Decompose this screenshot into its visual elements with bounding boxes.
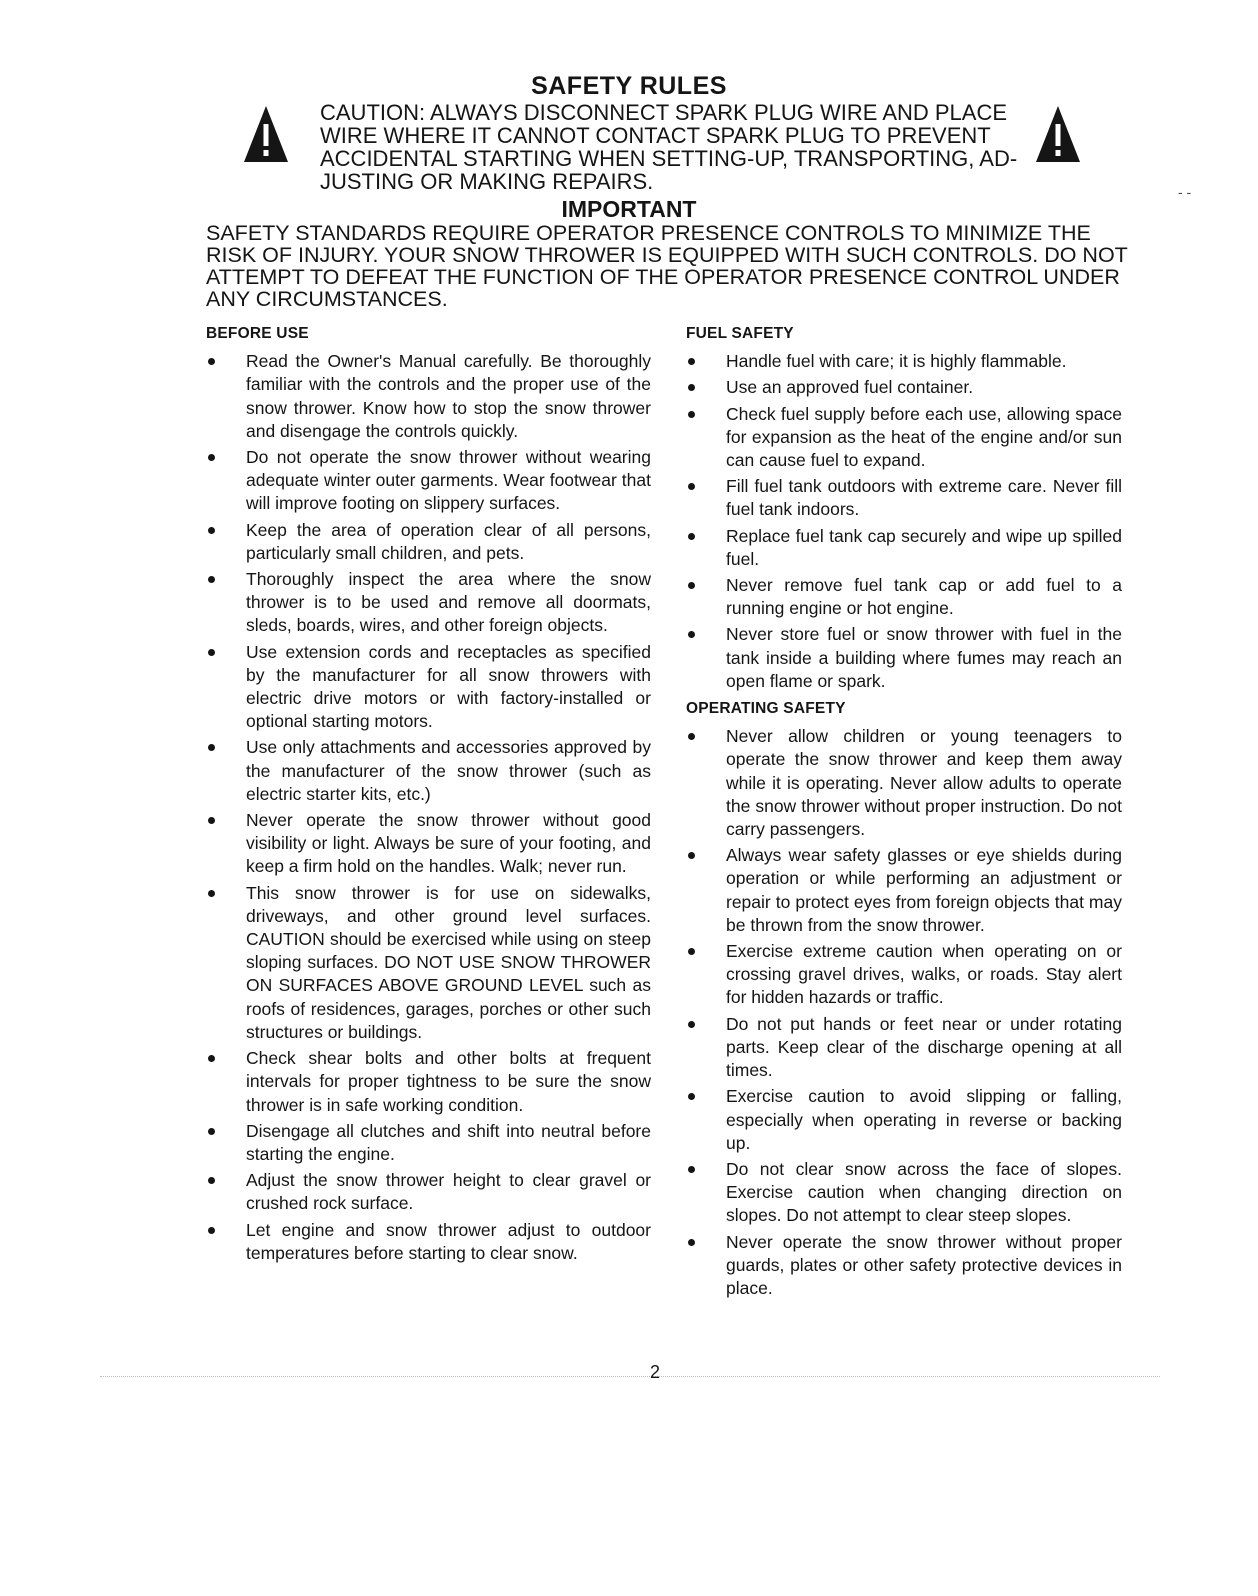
page-title: SAFETY RULES <box>531 72 727 100</box>
bullet-icon <box>688 358 695 365</box>
list-item: Do not clear snow across the face of slopes. Exercise caution when changing direction on slopes. Do not attempt to clear steep slopes. <box>686 1158 1122 1228</box>
bullet-icon <box>208 1055 215 1062</box>
page-number: 2 <box>650 1362 661 1382</box>
fuel-safety-heading: FUEL SAFETY <box>686 325 794 342</box>
bullet-icon <box>688 533 695 540</box>
bullet-icon <box>688 1021 695 1028</box>
list-item: Never remove fuel tank cap or add fuel to a running engine or hot engine. <box>686 574 1122 620</box>
caution-line: CAUTION: ALWAYS DISCONNECT SPARK PLUG WIRE AND PLACE <box>320 100 1008 125</box>
bullet-icon <box>688 948 695 955</box>
list-item: Always wear safety glasses or eye shields during operation or while performing an adjustment or repair to protect eyes from foreign objects that may be thrown from the snow thrower. <box>686 844 1122 937</box>
list-item: Never operate the snow thrower without proper guards, plates or other safety protective devices in place. <box>686 1231 1122 1301</box>
bullet-icon <box>688 384 695 391</box>
important-heading: IMPORTANT <box>561 196 697 222</box>
bullet-icon <box>208 744 215 751</box>
important-notice <box>206 222 1126 310</box>
bullet-icon <box>208 358 215 365</box>
bullet-icon <box>208 454 215 461</box>
warning-triangle-icon <box>1034 104 1082 164</box>
warning-triangle-icon <box>242 104 290 164</box>
caution-line: JUSTING OR MAKING REPAIRS. <box>320 169 654 194</box>
caution-notice <box>320 101 1020 193</box>
list-item: Handle fuel with care; it is highly flammable. <box>686 350 1122 373</box>
operating-safety-list <box>686 725 1122 1300</box>
list-item: Exercise caution to avoid slipping or falling, especially when operating in reverse or backing up. <box>686 1085 1122 1155</box>
list-item: Do not operate the snow thrower without wearing adequate winter outer garments. Wear footwear that will improve footing on slippery surfaces. <box>206 446 651 516</box>
caution-line: ACCIDENTAL STARTING WHEN SETTING-UP, TRANSPORTING, AD- <box>320 146 1018 171</box>
list-item: Never operate the snow thrower without good visibility or light. Always be sure of your footing, and keep a firm hold on the handles. Walk; never run. <box>206 809 651 879</box>
list-item: Adjust the snow thrower height to clear gravel or crushed rock surface. <box>206 1169 651 1215</box>
before-use-heading: BEFORE USE <box>206 325 309 342</box>
right-column <box>686 322 1122 1303</box>
list-item: Never allow children or young teenagers to operate the snow thrower and keep them away while it is operating. Never allow adults to operate the snow thrower without proper instruction. Do not carry passengers. <box>686 725 1122 841</box>
scan-mark: - - <box>1178 184 1192 200</box>
important-line: ANY CIRCUMSTANCES. <box>206 287 448 311</box>
bullet-icon <box>208 1227 215 1234</box>
list-item: Check shear bolts and other bolts at frequent intervals for proper tightness to be sure the snow thrower is in safe working condition. <box>206 1047 651 1117</box>
bullet-icon <box>208 527 215 534</box>
fuel-safety-list <box>686 350 1122 693</box>
important-line: SAFETY STANDARDS REQUIRE OPERATOR PRESENCE CONTROLS TO MINIMIZE THE <box>206 221 1091 245</box>
bullet-icon <box>688 411 695 418</box>
bullet-icon <box>688 582 695 589</box>
list-item: Thoroughly inspect the area where the snow thrower is to be used and remove all doormats, sleds, boards, wires, and other foreign objects. <box>206 568 651 638</box>
list-item: Use extension cords and receptacles as specified by the manufacturer for all snow throwers with electric drive motors or with factory-installed or optional starting motors. <box>206 641 651 734</box>
list-item: This snow thrower is for use on sidewalks, driveways, and other ground level surfaces. CAUTION should be exercised while using on steep sloping surfaces. DO NOT USE SNOW THROWER ON SURFACES ABOVE GROUND LEVEL such as roofs of residences, garages, porches or other such structures or buildings. <box>206 882 651 1044</box>
important-line: ATTEMPT TO DEFEAT THE FUNCTION OF THE OPERATOR PRESENCE CONTROL UNDER <box>206 265 1120 289</box>
operating-safety-heading: OPERATING SAFETY <box>686 700 846 718</box>
left-column <box>206 322 651 1268</box>
bullet-icon <box>688 631 695 638</box>
caution-line: WIRE WHERE IT CANNOT CONTACT SPARK PLUG TO PREVENT <box>320 123 991 148</box>
list-item: Read the Owner's Manual carefully. Be thoroughly familiar with the controls and the proper use of the snow thrower. Know how to stop the snow thrower and disengage the controls quickly. <box>206 350 651 443</box>
bullet-icon <box>208 649 215 656</box>
bullet-icon <box>208 890 215 897</box>
list-item: Replace fuel tank cap securely and wipe up spilled fuel. <box>686 525 1122 571</box>
bullet-icon <box>688 1239 695 1246</box>
list-item: Check fuel supply before each use, allowing space for expansion as the heat of the engine and/or sun can cause fuel to expand. <box>686 403 1122 473</box>
footer-divider <box>100 1376 1160 1377</box>
list-item: Use an approved fuel container. <box>686 376 1122 399</box>
list-item: Disengage all clutches and shift into neutral before starting the engine. <box>206 1120 651 1166</box>
important-line: RISK OF INJURY. YOUR SNOW THROWER IS EQUIPPED WITH SUCH CONTROLS. DO NOT <box>206 243 1128 267</box>
bullet-icon <box>688 852 695 859</box>
bullet-icon <box>208 817 215 824</box>
list-item: Fill fuel tank outdoors with extreme care. Never fill fuel tank indoors. <box>686 475 1122 521</box>
bullet-icon <box>688 1093 695 1100</box>
list-item: Use only attachments and accessories approved by the manufacturer of the snow thrower (such as electric starter kits, etc.) <box>206 736 651 806</box>
list-item: Do not put hands or feet near or under rotating parts. Keep clear of the discharge opening at all times. <box>686 1013 1122 1083</box>
before-use-list <box>206 350 651 1265</box>
list-item: Never store fuel or snow thrower with fuel in the tank inside a building where fumes may reach an open flame or spark. <box>686 623 1122 693</box>
bullet-icon <box>688 733 695 740</box>
list-item: Exercise extreme caution when operating on or crossing gravel drives, walks, or roads. Stay alert for hidden hazards or traffic. <box>686 940 1122 1010</box>
list-item: Keep the area of operation clear of all persons, particularly small children, and pets. <box>206 519 651 565</box>
bullet-icon <box>688 1166 695 1173</box>
bullet-icon <box>688 483 695 490</box>
bullet-icon <box>208 576 215 583</box>
list-item: Let engine and snow thrower adjust to outdoor temperatures before starting to clear snow. <box>206 1219 651 1265</box>
bullet-icon <box>208 1177 215 1184</box>
bullet-icon <box>208 1128 215 1135</box>
